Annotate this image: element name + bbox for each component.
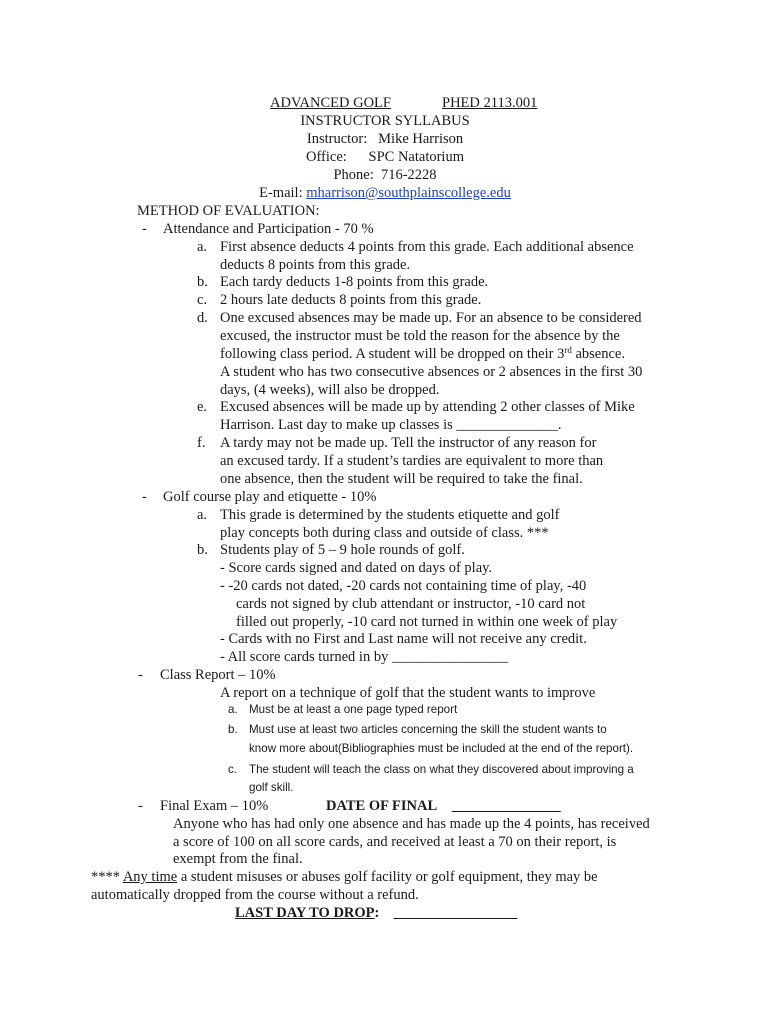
golf-play-a-line1: This grade is determined by the students etiquette and golf xyxy=(220,507,560,523)
class-report-b-marker: b. xyxy=(228,723,238,736)
attendance-dash: - xyxy=(142,221,147,237)
class-report-a-line1: Must be at least a one page typed report xyxy=(249,703,458,716)
course-code: PHED 2113.001 xyxy=(442,95,538,111)
golf-play-sub-2: - -20 cards not dated, -20 cards not containing time of play, -40 xyxy=(220,578,587,594)
attendance-title: Attendance and Participation - 70 % xyxy=(163,221,374,237)
class-report-intro: A report on a technique of golf that the student wants to improve xyxy=(220,685,596,701)
attendance-d-line3: following class period. A student will be dropped on their 3rd absence. xyxy=(220,345,625,362)
misuse-notice-line1: **** Any time a student misuses or abuses golf facility or golf equipment, they may be xyxy=(91,869,598,885)
attendance-d-marker: d. xyxy=(197,310,208,326)
attendance-a-marker: a. xyxy=(197,239,208,255)
golf-play-sub-6: - All score cards turned in by ________________ xyxy=(220,649,508,665)
golf-play-b-marker: b. xyxy=(197,542,208,558)
last-day-blank: _________________ xyxy=(393,905,518,921)
final-exam-line3: exempt from the final. xyxy=(173,851,303,867)
attendance-a-line1: First absence deducts 4 points from this grade. Each additional absence xyxy=(220,239,634,255)
golf-play-sub-5: - Cards with no First and Last name will not receive any credit. xyxy=(220,631,587,647)
attendance-d-line4: A student who has two consecutive absences or 2 absences in the first 30 xyxy=(220,364,643,380)
final-exam-line1: Anyone who has had only one absence and has made up the 4 points, has received xyxy=(173,816,650,832)
final-date-label: DATE OF FINAL xyxy=(326,798,438,814)
attendance-b-marker: b. xyxy=(197,274,208,290)
class-report-c-line2: golf skill. xyxy=(249,781,294,794)
office-line: Office: SPC Natatorium xyxy=(305,149,464,165)
email-line: E-mail: mharrison@southplainscollege.edu xyxy=(259,185,511,201)
attendance-b-line1: Each tardy deducts 1-8 points from this grade. xyxy=(220,274,489,290)
golf-play-sub-4: filled out properly, -10 card not turned in within one week of play xyxy=(236,614,618,630)
golf-play-b-line1: Students play of 5 – 9 hole rounds of golf. xyxy=(220,542,465,558)
golf-play-title: Golf course play and etiquette - 10% xyxy=(163,489,377,505)
class-report-b-line1: Must use at least two articles concerning the skill the student wants to xyxy=(249,723,607,736)
golf-play-sub-3: cards not signed by club attendant or instructor, -10 card not xyxy=(236,596,586,612)
final-exam-line2: a score of 100 on all score cards, and received at least a 70 on their report, is xyxy=(173,834,617,850)
golf-play-sub-1: - Score cards signed and dated on days of play. xyxy=(220,560,493,576)
golf-play-a-line2: play concepts both during class and outside of class. *** xyxy=(220,525,549,541)
instructor-line: Instructor: Mike Harrison xyxy=(306,131,464,147)
attendance-c-line1: 2 hours late deducts 8 points from this grade. xyxy=(220,292,482,308)
class-report-title: Class Report – 10% xyxy=(160,667,276,683)
phone-line: Phone: 716-2228 xyxy=(333,167,437,183)
syllabus-title: INSTRUCTOR SYLLABUS xyxy=(300,113,470,129)
final-date-blank: _______________ xyxy=(452,798,561,814)
email-link[interactable]: mharrison@southplainscollege.edu xyxy=(306,185,511,201)
attendance-f-line3: one absence, then the student will be required to take the final. xyxy=(220,471,583,487)
class-report-a-marker: a. xyxy=(228,703,238,716)
class-report-dash: - xyxy=(138,667,143,683)
golf-play-a-marker: a. xyxy=(197,507,208,523)
attendance-f-line2: an excused tardy. If a student’s tardies are equivalent to more than xyxy=(220,453,604,469)
attendance-d-line1: One excused absences may be made up. For an absence to be considered xyxy=(220,310,642,326)
attendance-d-line2: excused, the instructor must be told the reason for the absence by the xyxy=(220,328,620,344)
course-name: ADVANCED GOLF xyxy=(270,95,391,111)
attendance-a-line2: deducts 8 points from this grade. xyxy=(220,257,411,273)
class-report-c-line1: The student will teach the class on what they discovered about improving a xyxy=(249,763,634,776)
attendance-f-line1: A tardy may not be made up. Tell the instructor of any reason for xyxy=(220,435,597,451)
course-title xyxy=(270,94,391,112)
final-exam-title: Final Exam – 10% xyxy=(160,798,269,814)
final-exam-dash: - xyxy=(138,798,143,814)
attendance-c-marker: c. xyxy=(197,292,208,308)
attendance-e-marker: e. xyxy=(197,399,208,415)
class-report-b-line2: know more about(Bibliographies must be included at the end of the report). xyxy=(249,742,634,755)
method-heading: METHOD OF EVALUATION: xyxy=(137,203,320,219)
class-report-c-marker: c. xyxy=(228,763,238,776)
attendance-e-line2: Harrison. Last day to make up classes is ______________. xyxy=(220,417,562,433)
attendance-e-line1: Excused absences will be made up by attending 2 other classes of Mike xyxy=(220,399,635,415)
last-day-to-drop: LAST DAY TO DROP: _________________ xyxy=(235,905,518,921)
attendance-d-line5: days, (4 weeks), will also be dropped. xyxy=(220,382,440,398)
golf-play-dash: - xyxy=(142,489,147,505)
attendance-f-marker: f. xyxy=(197,435,206,451)
misuse-notice-line2: automatically dropped from the course without a refund. xyxy=(91,887,419,903)
